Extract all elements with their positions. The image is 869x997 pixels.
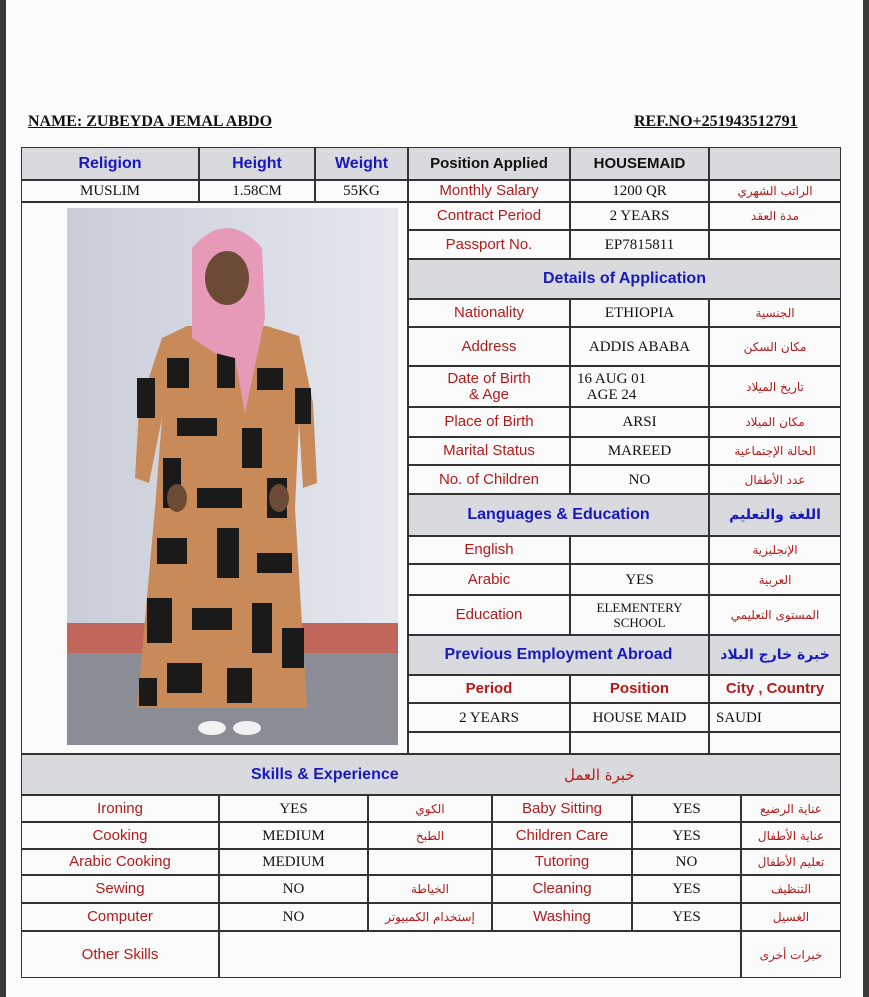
language-label-text: English [464,541,514,558]
skill-arabic-text: الغسيل [772,910,810,924]
languages-title-arabic-text: اللغة والتعليم [729,507,821,523]
skill-arabic [368,795,492,822]
religion-header [21,147,199,180]
job-arabic [709,202,841,230]
height-header-text: Height [232,154,282,172]
job-label [408,230,570,259]
skill-label [492,849,632,875]
candidate-name: NAME: ZUBEYDA JEMAL ABDO [28,113,273,130]
detail-arabic [709,366,841,407]
skill-arabic [741,875,841,903]
detail-arabic [709,299,841,327]
skill-arabic [368,849,492,875]
skills-title: Skills & Experience [251,765,399,783]
employment-country [709,732,841,754]
candidate-photo [67,208,398,745]
detail-label [408,327,570,366]
detail-label [408,465,570,494]
employment-country-header-text: City , Country [725,680,825,697]
skill-value [632,903,741,931]
skill-value [632,795,741,822]
skill-label-text: Computer [87,908,153,925]
skill-value [632,849,741,875]
skill-label [21,849,219,875]
skill-value-text: NO [282,909,305,925]
skill-arabic-text: عناية الرضيع [760,801,822,816]
skill-label-text: Ironing [97,799,143,817]
detail-arabic [709,465,841,494]
detail-arabic-text: مكان السكن [743,339,807,354]
employment-country-header [709,675,841,703]
detail-arabic-text: مكان الميلاد [745,415,805,429]
employment-position-header [570,675,709,703]
skill-arabic-text: إستخدام الكمبيوتر [385,910,475,924]
skill-arabic [741,849,841,875]
language-value-text: YES [625,571,654,588]
language-arabic-text: الإنجليزية [752,543,798,557]
detail-label-text: Place of Birth [444,413,534,430]
position-applied-value [570,147,709,180]
detail-value [570,465,709,494]
languages-title-arabic [709,494,841,536]
job-arabic [709,230,841,259]
position-applied-label [408,147,570,180]
details-title [408,259,841,299]
weight-value [315,180,408,202]
skill-arabic [741,795,841,822]
skill-value [219,903,368,931]
religion-header-text: Religion [78,154,142,172]
language-arabic [709,595,841,635]
other-skills-label [21,931,219,978]
job-label [408,180,570,202]
skill-value-text: NO [675,854,698,870]
language-label [408,564,570,595]
weight-header-text: Weight [334,154,389,172]
position-applied-value-text: HOUSEMAID [593,154,686,172]
detail-arabic [709,437,841,465]
photo-illustration [67,208,398,745]
skill-label-text: Washing [533,908,591,925]
detail-label-text: Marital Status [443,442,535,459]
skill-label-text: Cleaning [532,880,592,897]
language-label-text: Education [455,606,523,623]
language-label [408,595,570,635]
skill-value [219,875,368,903]
language-arabic [709,536,841,564]
employment-period [408,703,570,732]
detail-value-text: ADDIS ABABA [588,338,691,355]
language-value [570,536,709,564]
height-header [199,147,315,180]
detail-value-text: NO [628,471,651,488]
job-arabic [709,180,841,202]
detail-arabic [709,327,841,366]
detail-label [408,299,570,327]
job-label [408,202,570,230]
language-arabic-text: العربية [758,572,792,587]
job-arabic-text: الراتب الشهري [737,184,813,198]
employment-title [408,635,709,675]
detail-value [570,366,709,407]
job-value [570,180,709,202]
detail-value-text: MAREED [607,443,672,459]
skill-arabic [368,875,492,903]
skills-title-row [21,754,841,795]
skill-label [21,822,219,849]
other-skills-value [219,931,741,978]
skill-value-text: YES [672,800,701,817]
job-value-text: EP7815811 [604,236,675,253]
language-value-text: ELEMENTERY SCHOOL [596,600,683,630]
skill-label-text: Baby Sitting [521,799,603,817]
skill-label [21,795,219,822]
detail-value-text: ARSI [622,414,657,430]
skill-value [219,822,368,849]
detail-arabic [709,407,841,437]
job-value-text: 1200 QR [612,183,667,199]
position-applied-arabic [709,147,841,180]
job-label-text: Contract Period [436,207,542,224]
height-value-text: 1.58CM [232,183,282,199]
skill-label [492,795,632,822]
employment-position-text: HOUSE MAID [592,709,687,726]
skill-label-text: Cooking [92,826,148,844]
skill-arabic [741,822,841,849]
skill-value [219,849,368,875]
employment-country-text: SAUDI [716,709,762,726]
detail-label [408,407,570,437]
skill-arabic-text: الكوي [415,801,445,816]
skill-label-text: Tutoring [534,853,590,870]
other-skills-arabic-text: خبرات أخرى [759,947,823,962]
weight-value-text: 55KG [343,183,380,199]
skill-arabic-text: الخياطة [411,882,449,896]
detail-value [570,437,709,465]
detail-value [570,407,709,437]
skill-arabic-text: عناية الأطفال [757,828,825,843]
job-value [570,230,709,259]
skill-label-text: Arabic Cooking [69,853,171,870]
languages-title-text: Languages & Education [467,506,650,523]
skill-label-text: Children Care [515,826,609,844]
skill-value-text: YES [672,827,701,844]
job-value [570,202,709,230]
detail-value-text: 16 AUG 01 AGE 24 [577,370,647,403]
skill-value [219,795,368,822]
skill-value-text: MEDIUM [262,854,325,870]
detail-arabic-text: الجنسية [755,306,795,320]
skill-value-text: YES [672,909,701,925]
skill-arabic [368,903,492,931]
skill-value-text: MEDIUM [262,827,325,844]
skills-title-arabic: خبرة العمل [564,765,635,784]
position-applied-label-text: Position Applied [430,154,548,172]
languages-title [408,494,709,536]
religion-value [21,180,199,202]
skill-value-text: NO [282,881,305,897]
skill-label [492,903,632,931]
employment-position [570,703,709,732]
skill-label [21,903,219,931]
detail-arabic-text: تاريخ الميلاد [746,379,804,394]
detail-label-text: No. of Children [438,470,540,488]
employment-period-header-text: Period [465,680,513,697]
job-label-text: Monthly Salary [439,182,539,199]
religion-value-text: MUSLIM [79,183,140,199]
weight-header [315,147,408,180]
other-skills-arabic [741,931,841,978]
skill-value-text: YES [279,800,308,817]
skill-label [492,875,632,903]
employment-title-arabic [709,635,841,675]
detail-arabic-text: الحالة الإجتماعية [734,444,816,458]
detail-label-text: Address [461,337,517,355]
reference-number: REF.NO+251943512791 [634,113,798,130]
skill-label [492,822,632,849]
details-title-text: Details of Application [543,270,706,287]
cv-page [6,0,863,997]
skill-label-text: Sewing [95,880,145,897]
other-skills-label-text: Other Skills [81,945,159,963]
job-arabic-text: مدة العقد [751,209,799,223]
job-value-text: 2 YEARS [609,208,670,224]
language-arabic [709,564,841,595]
skill-label [21,875,219,903]
skill-arabic [368,822,492,849]
language-label-text: Arabic [467,570,511,588]
employment-period [408,732,570,754]
employment-title-arabic-text: خبرة خارج البلاد [720,647,830,663]
detail-label-text: Nationality [453,304,525,321]
detail-value [570,327,709,366]
detail-label-text: Date of Birth & Age [447,369,531,403]
employment-title-text: Previous Employment Abroad [444,646,673,663]
detail-value [570,299,709,327]
employment-position-header-text: Position [609,680,670,697]
language-value [570,564,709,595]
detail-value-text: ETHIOPIA [604,305,675,321]
skill-arabic [741,903,841,931]
detail-label [408,366,570,407]
skill-arabic-text: التنظيف [770,882,812,896]
skill-value [632,822,741,849]
skill-arabic-text: الطبخ [415,828,445,843]
job-label-text: Passport No. [445,235,533,253]
height-value [199,180,315,202]
language-label [408,536,570,564]
skill-value-text: YES [672,881,701,897]
employment-position [570,732,709,754]
skill-arabic-text: تعليم الأطفال [757,855,825,869]
detail-arabic-text: عدد الأطفال [744,472,806,487]
language-arabic-text: المستوى التعليمي [730,608,820,622]
employment-country [709,703,841,732]
employment-period-header [408,675,570,703]
language-value [570,595,709,635]
skill-value [632,875,741,903]
employment-period-text: 2 YEARS [459,709,519,726]
detail-label [408,437,570,465]
